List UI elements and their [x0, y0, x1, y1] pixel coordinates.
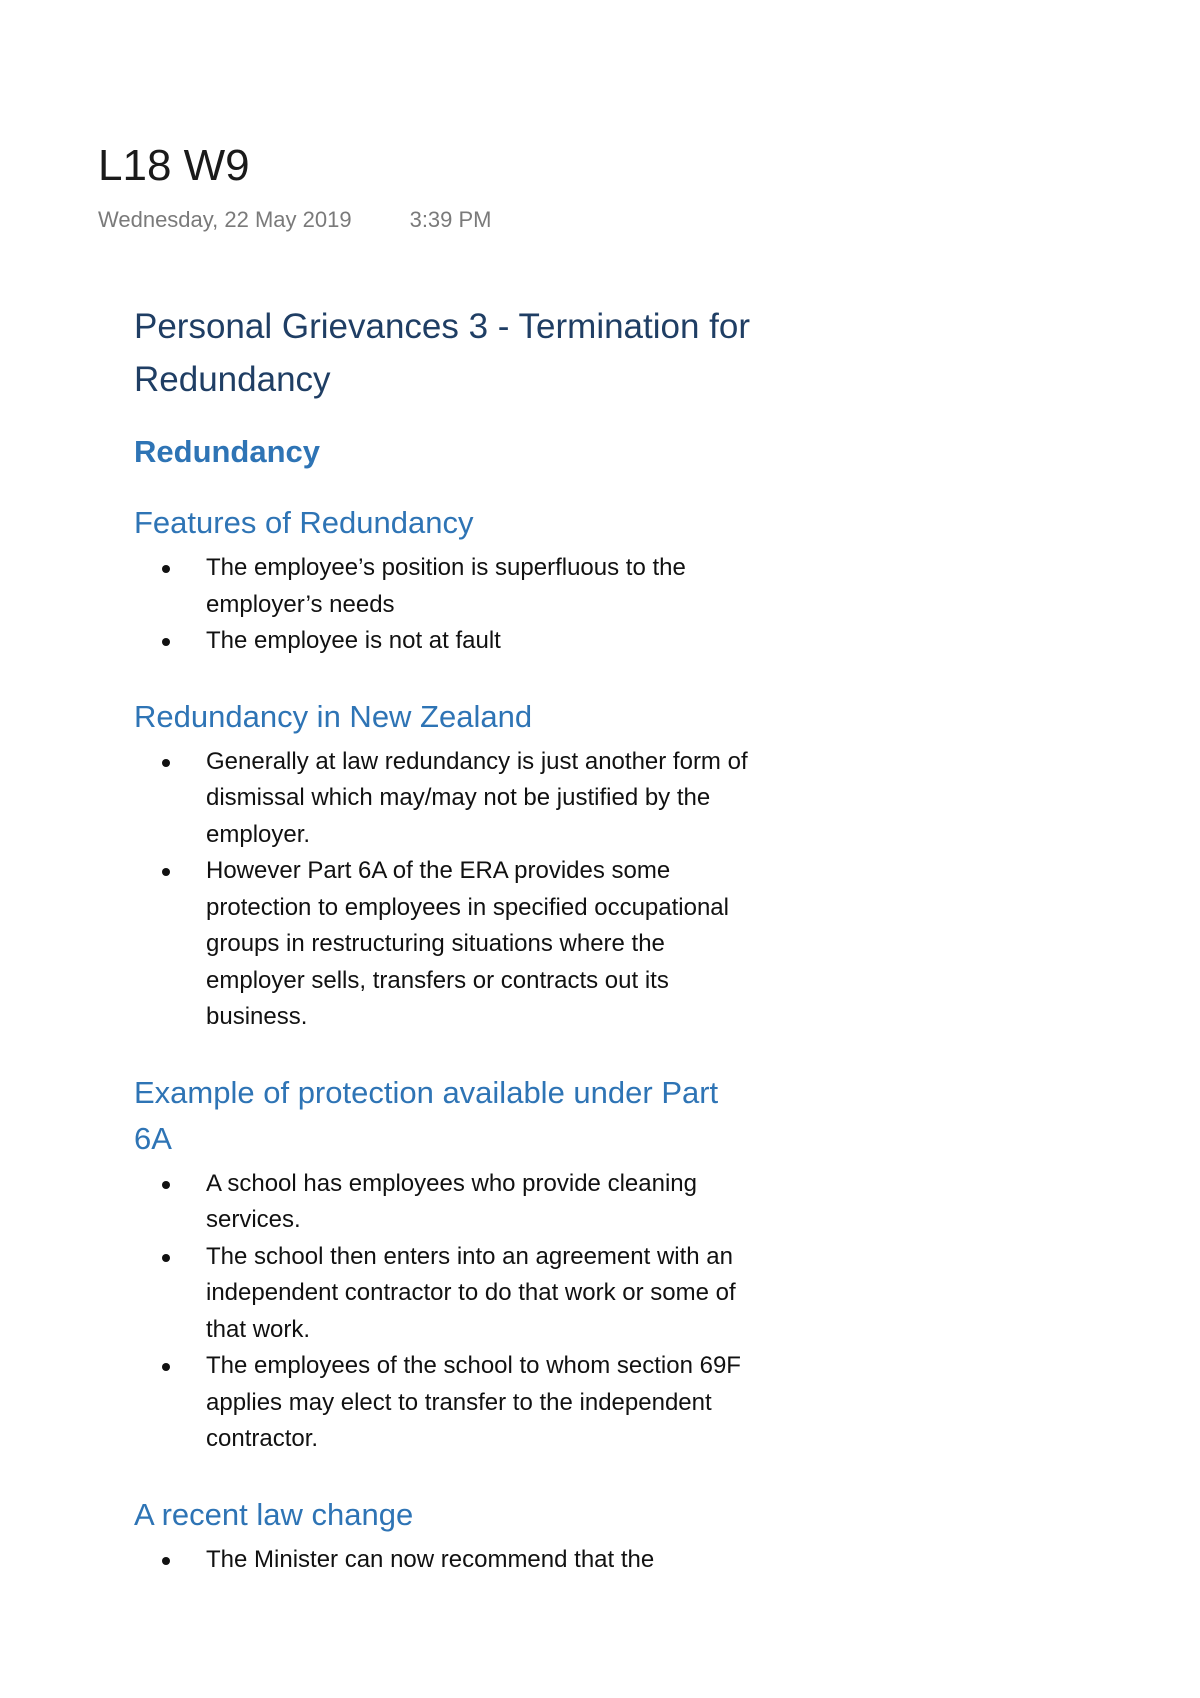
list-item	[134, 744, 754, 854]
bullet-list	[134, 1166, 754, 1458]
note-content	[134, 300, 754, 1612]
subsection-title: Features of Redundancy	[134, 505, 474, 540]
subsection-title: Example of protection available under Part 6A	[134, 1074, 719, 1156]
note-metadata	[98, 206, 492, 234]
bullet-icon	[162, 565, 170, 573]
note-time: 3:39 PM	[409, 207, 492, 232]
bullet-icon	[162, 1363, 170, 1371]
note-date: Wednesday, 22 May 2019	[98, 207, 352, 232]
section-heading-redundancy: Redundancy	[134, 434, 321, 469]
list-item	[134, 1166, 754, 1239]
bullet-list	[134, 744, 754, 1036]
list-item-text: Generally at law redundancy is just another form of dismissal which may/may not be justified by the employer.	[206, 747, 748, 848]
note-title: L18 W9	[98, 141, 250, 190]
bullet-icon	[162, 759, 170, 767]
list-item-text: A school has employees who provide cleaning services.	[206, 1169, 697, 1233]
list-item	[134, 1239, 754, 1349]
list-item-text: The employee’s position is superfluous to the employer’s needs	[206, 554, 686, 618]
bullet-icon	[162, 1181, 170, 1189]
bullet-list	[134, 550, 754, 660]
list-item	[134, 550, 754, 623]
bullet-icon	[162, 1254, 170, 1262]
bullet-icon	[162, 1557, 170, 1565]
list-item	[134, 1348, 754, 1458]
list-item-text: The employee is not at fault	[206, 627, 501, 654]
bullet-list	[134, 1542, 754, 1579]
list-item	[134, 853, 754, 1036]
list-item-text: The employees of the school to whom section 69F applies may elect to transfer to the independent contractor.	[206, 1352, 741, 1452]
subsection-title: Redundancy in New Zealand	[134, 698, 533, 734]
list-item-text: However Part 6A of the ERA provides some protection to employees in specified occupational groups in restructuring situations where the employer sells, transfers or contracts out its business.	[206, 857, 729, 1030]
list-item-text: The Minister can now recommend that the	[206, 1545, 655, 1573]
subsection-title: A recent law change	[134, 1496, 414, 1532]
list-item	[134, 1542, 754, 1579]
main-heading: Personal Grievances 3 - Termination for Redundancy	[134, 307, 751, 399]
list-item-text: The school then enters into an agreement with an independent contractor to do that work or some of that work.	[206, 1242, 736, 1343]
bullet-icon	[162, 868, 170, 876]
list-item	[134, 623, 754, 660]
bullet-icon	[162, 638, 170, 646]
